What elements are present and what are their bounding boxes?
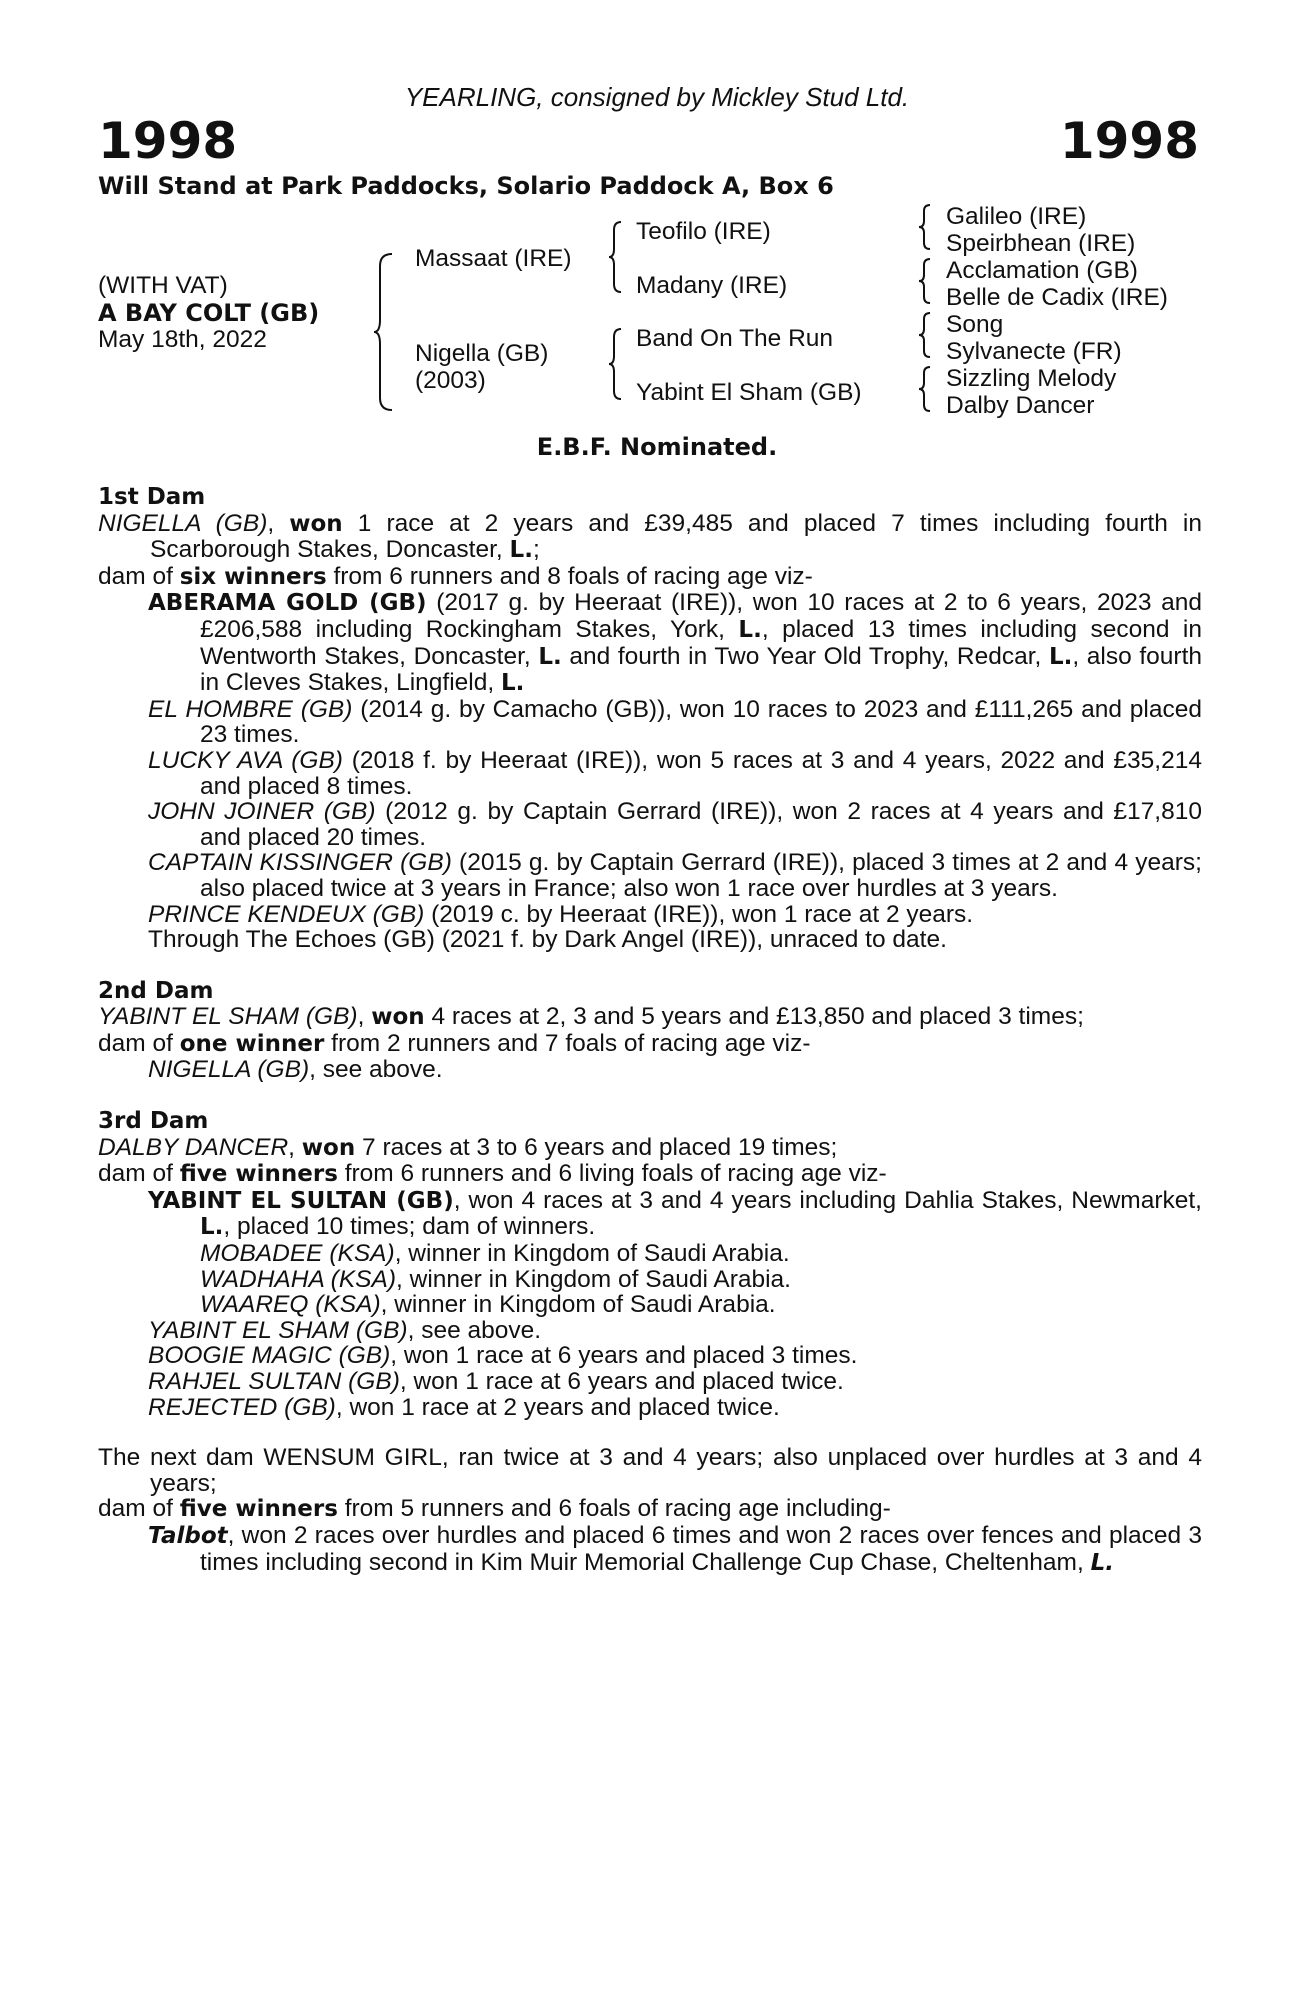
pedigree-brace-g3: [918, 311, 932, 359]
pedigree-brace-sire: [608, 220, 624, 294]
grandproduce-wadhaha: WADHAHA (KSA), winner in Kingdom of Saudi Arabia.: [200, 1265, 791, 1293]
pedigree-ggp-2: Speirbhean (IRE): [946, 230, 1136, 257]
pedigree-ggp-1: Galileo (IRE): [946, 203, 1087, 230]
produce-talbot: Talbot, won 2 races over hurdles and placed 6 times and won 2 races over fences and placed 3 times including second in Kim Muir Memorial Challenge Cup Chase, Cheltenham, L.: [148, 1521, 1202, 1576]
produce-yabint-el-sultan: YABINT EL SULTAN (GB), won 4 races at 3 and 4 years including Dahlia Stakes, Newmarket, L., placed 10 times; dam of winners.: [148, 1186, 1202, 1241]
produce-rejected: REJECTED (GB), won 1 race at 2 years and placed twice.: [148, 1393, 780, 1421]
grandproduce-mobadee: MOBADEE (KSA), winner in Kingdom of Saudi Arabia.: [200, 1240, 790, 1268]
pedigree-brace-main: [372, 252, 396, 412]
pedigree-ggp-4: Belle de Cadix (IRE): [946, 284, 1168, 311]
pedigree-sire-sire: Teofilo (IRE): [636, 218, 771, 245]
produce-john-joiner: JOHN JOINER (GB) (2012 g. by Captain Gerrard (IRE)), won 2 races at 4 years and £17,810 and placed 20 times.: [148, 798, 1202, 851]
pedigree-brace-g1: [918, 203, 932, 251]
produce-rahjel-sultan: RAHJEL SULTAN (GB), won 1 race at 6 years and placed twice.: [148, 1368, 844, 1395]
foaling-date: May 18th, 2022: [98, 326, 267, 353]
lot-number-left: 1998: [98, 112, 238, 170]
pedigree-brace-g2: [918, 257, 932, 305]
next-dam-produce-summary: dam of five winners from 5 runners and 6 foals of racing age including-: [98, 1495, 891, 1523]
third-dam-produce-summary: dam of five winners from 6 runners and 6 living foals of racing age viz-: [98, 1160, 887, 1188]
stabling-location: Will Stand at Park Paddocks, Solario Paddock A, Box 6: [98, 172, 834, 200]
pedigree-ggp-7: Sizzling Melody: [946, 365, 1117, 392]
pedigree-ggp-6: Sylvanecte (FR): [946, 338, 1122, 365]
produce-nigella: NIGELLA (GB), see above.: [148, 1056, 443, 1084]
ebf-nomination: E.B.F. Nominated.: [536, 433, 778, 461]
consignor-line: YEARLING, consigned by Mickley Stud Ltd.: [404, 82, 910, 112]
produce-yabint-el-sham: YABINT EL SHAM (GB), see above.: [148, 1316, 542, 1344]
pedigree-sire-dam: Madany (IRE): [636, 272, 788, 299]
lot-number-right: 1998: [1059, 112, 1199, 170]
pedigree-dam-sire: Band On The Run: [636, 325, 834, 352]
vat-note: (WITH VAT): [98, 272, 228, 299]
pedigree-dam: Nigella (GB): [415, 340, 549, 367]
produce-captain-kissinger: CAPTAIN KISSINGER (GB) (2015 g. by Captain Gerrard (IRE)), placed 3 times at 2 and 4 years; also placed twice at 3 years in France; also won 1 race over hurdles at 3 years.: [148, 849, 1202, 902]
first-dam-heading: 1st Dam: [98, 484, 206, 510]
second-dam-produce-summary: dam of one winner from 2 runners and 7 foals of racing age viz-: [98, 1029, 811, 1057]
next-dam-record: The next dam WENSUM GIRL, ran twice at 3 and 4 years; also unplaced over hurdles at 3 and 4 years;: [98, 1444, 1202, 1497]
subject-name: A BAY COLT (GB): [98, 299, 320, 327]
produce-prince-kendeux: PRINCE KENDEUX (GB) (2019 c. by Heeraat (IRE)), won 1 race at 2 years.: [148, 900, 974, 928]
produce-el-hombre: EL HOMBRE (GB) (2014 g. by Camacho (GB)), won 10 races to 2023 and £111,265 and placed 23 times.: [148, 695, 1202, 749]
produce-through-the-echoes: Through The Echoes (GB) (2021 f. by Dark Angel (IRE)), unraced to date.: [148, 926, 947, 954]
pedigree-ggp-5: Song: [946, 311, 1004, 338]
first-dam-produce-summary: dam of six winners from 6 runners and 8 foals of racing age viz-: [98, 562, 813, 590]
second-dam-heading: 2nd Dam: [98, 977, 214, 1004]
pedigree-brace-g4: [918, 365, 932, 413]
pedigree-dam-dam: Yabint El Sham (GB): [636, 379, 862, 406]
pedigree-ggp-3: Acclamation (GB): [946, 257, 1138, 284]
produce-boogie-magic: BOOGIE MAGIC (GB), won 1 race at 6 years and placed 3 times.: [148, 1342, 858, 1370]
produce-lucky-ava: LUCKY AVA (GB) (2018 f. by Heeraat (IRE)), won 5 races at 3 and 4 years, 2022 and £35,214 and placed 8 times.: [148, 746, 1202, 800]
pedigree-dam-year: (2003): [415, 367, 486, 394]
second-dam-record: YABINT EL SHAM (GB), won 4 races at 2, 3 and 5 years and £13,850 and placed 3 times;: [98, 1003, 1084, 1031]
third-dam-heading: 3rd Dam: [98, 1108, 209, 1135]
first-dam-record: NIGELLA (GB), won 1 race at 2 years and £39,485 and placed 7 times including fourth in Scarborough Stakes, Doncaster, L.;: [98, 509, 1202, 564]
grandproduce-waareq: WAAREQ (KSA), winner in Kingdom of Saudi Arabia.: [200, 1291, 776, 1319]
catalogue-body: [98, 484, 1202, 1576]
third-dam-record: DALBY DANCER, won 7 races at 3 to 6 years and placed 19 times;: [98, 1133, 838, 1161]
produce-aberama-gold: ABERAMA GOLD (GB) (2017 g. by Heeraat (IRE)), won 10 races at 2 to 6 years, 2023 and £206,588 including Rockingham Stakes, York, L., placed 13 times including second in Wentworth Stakes, Doncaster, L. and fourth in Two Year Old Trophy, Redcar, L., also fourth in Cleves Stakes, Lingfield, L.: [148, 589, 1203, 697]
pedigree-sire: Massaat (IRE): [415, 245, 572, 272]
pedigree-ggp-8: Dalby Dancer: [946, 392, 1095, 419]
pedigree-brace-dam: [608, 327, 624, 401]
